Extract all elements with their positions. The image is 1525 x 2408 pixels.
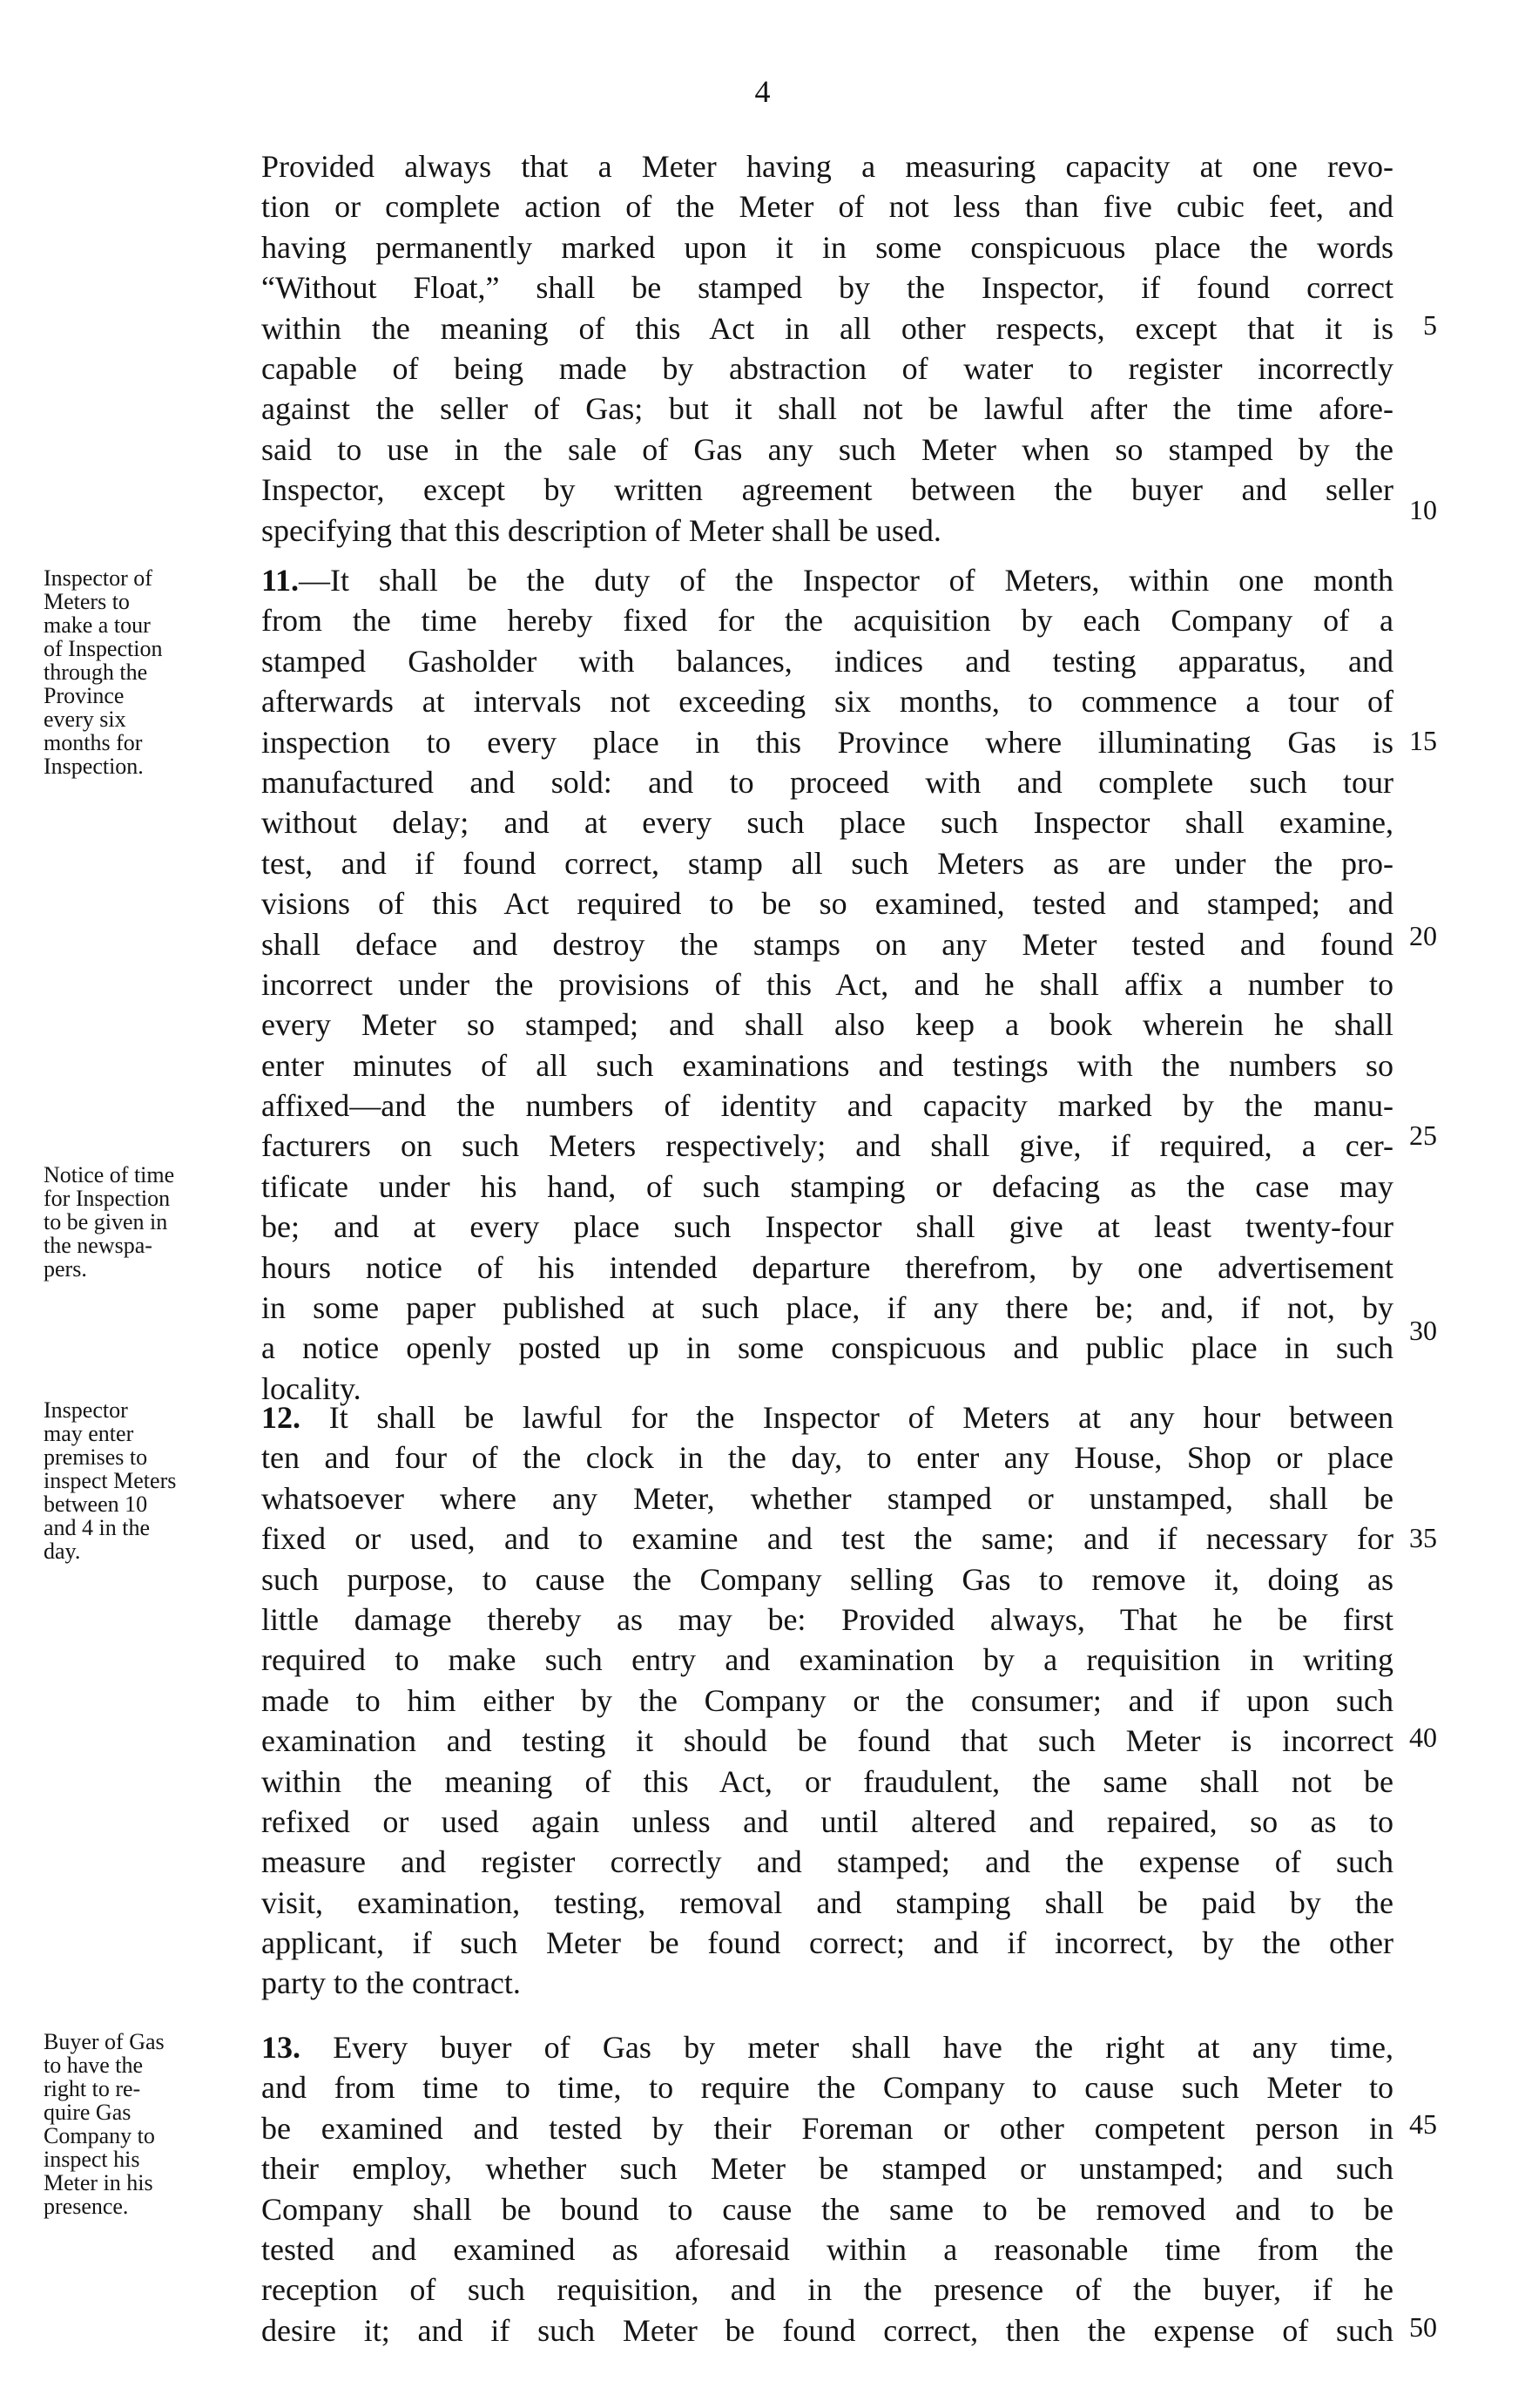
text-line: tificate under his hand, of such stamping or defacing as the case may (261, 1168, 1393, 1204)
text-line: be examined and tested by their Foreman or other competent person in (261, 2110, 1393, 2146)
text-line (261, 1397, 1393, 1437)
line-number: 10 (1409, 494, 1437, 525)
margin-note-line: inspect his (44, 2147, 140, 2172)
text-line: manufactured and sold: and to proceed with and complete such tour (261, 764, 1393, 800)
text-line: “Without Float,” shall be stamped by the Inspector, if found correct (261, 270, 1393, 306)
text-line: within the meaning of this Act in all other respects, except that it is (261, 310, 1393, 346)
text-line: stamped Gasholder with balances, indices and testing apparatus, and (261, 643, 1393, 679)
line-number: 40 (1409, 1721, 1437, 1753)
text-line (261, 2027, 1393, 2067)
margin-note-line: pers. (44, 1256, 87, 1282)
margin-note-line: to be given in (44, 1209, 168, 1234)
margin-note-line: for Inspection (44, 1186, 171, 1211)
text-line: hours notice of his intended departure therefrom, by one advertisement (261, 1249, 1393, 1285)
text-line: affixed—and the numbers of identity and capacity marked by the manu- (261, 1088, 1393, 1124)
margin-note-line: Buyer of Gas (44, 2029, 165, 2054)
margin-note-line: presence. (44, 2194, 129, 2219)
text-line: Inspector, except by written agreement between the buyer and seller (261, 472, 1393, 508)
text-line: Provided always that a Meter having a measuring capacity at one revo- (261, 149, 1393, 184)
text-line: locality. (261, 1370, 361, 1406)
text-line: facturers on such Meters respectively; and shall give, if required, a cer- (261, 1128, 1393, 1164)
margin-note-line: every six (44, 707, 126, 732)
line-number: 35 (1409, 1522, 1437, 1553)
text-line: from the time hereby fixed for the acquisition by each Company of a (261, 603, 1393, 639)
margin-note-line: right to re- (44, 2076, 141, 2101)
text-line: their employ, whether such Meter be stamped or unstamped; and such (261, 2151, 1393, 2187)
margin-note-line: of Inspection (44, 636, 163, 661)
margin-note-line: the newspa- (44, 1233, 152, 1258)
text-line: little damage thereby as may be: Provided always, That he be first (261, 1601, 1393, 1637)
margin-note-line: Meters to (44, 589, 130, 614)
margin-note-line: between 10 (44, 1491, 148, 1517)
text-line: every Meter so stamped; and shall also keep a book wherein he shall (261, 1007, 1393, 1043)
text-line: capable of being made by abstraction of water to register incorrectly (261, 350, 1393, 386)
text-line: test, and if found correct, stamp all such Meters as are under the pro- (261, 845, 1393, 881)
text-line: a notice openly posted up in some conspicuous and public place in such (261, 1330, 1393, 1366)
text-line: reception of such requisition, and in the presence of the buyer, if he (261, 2272, 1393, 2308)
text-line: fixed or used, and to examine and test the same; and if necessary for (261, 1521, 1393, 1557)
margin-note-line: quire Gas (44, 2100, 132, 2125)
text-line: inspection to every place in this Province where illuminating Gas is (261, 724, 1393, 760)
text-line-body: —It shall be the duty of the Inspector of Meters, within one month (299, 563, 1393, 598)
text-line: specifying that this description of Meter shall be used. (261, 512, 941, 548)
page-number: 4 (754, 74, 771, 109)
line-number: 15 (1409, 725, 1437, 756)
text-line: having permanently marked upon it in some conspicuous place the words (261, 229, 1393, 265)
margin-note-line: day. (44, 1539, 81, 1564)
margin-note-line: Province (44, 683, 125, 708)
text-line: applicant, if such Meter be found correct; and if incorrect, by the other (261, 1925, 1393, 1961)
text-line: party to the contract. (261, 1965, 521, 2001)
margin-note-line: Inspection. (44, 754, 144, 779)
margin-note-line: and 4 in the (44, 1515, 151, 1540)
margin-note-line: premises to (44, 1444, 148, 1470)
text-line: in some paper published at such place, if any there be; and, if not, by (261, 1290, 1393, 1326)
margin-note-inspection-tour (44, 566, 253, 778)
text-line-body: Every buyer of Gas by meter shall have the right at any time, (300, 2030, 1393, 2065)
text-line: Company shall be bound to cause the same to be removed and to be (261, 2191, 1393, 2227)
margin-note-enter-premises (44, 1398, 253, 1563)
text-line: within the meaning of this Act, or fraudulent, the same shall not be (261, 1763, 1393, 1799)
margin-note-notice (44, 1163, 253, 1281)
text-line: shall deface and destroy the stamps on any Meter tested and found (261, 926, 1393, 962)
section-number: 13. (261, 2030, 300, 2065)
text-line: afterwards at intervals not exceeding six months, to commence a tour of (261, 684, 1393, 720)
text-line: visions of this Act required to be so examined, tested and stamped; and (261, 886, 1393, 922)
text-line: enter minutes of all such examinations and testings with the numbers so (261, 1047, 1393, 1083)
margin-note-line: months for (44, 730, 143, 755)
margin-note-line: through the (44, 659, 148, 685)
text-line: tested and examined as aforesaid within a reasonable time from the (261, 2231, 1393, 2267)
section-number: 11. (261, 563, 300, 598)
margin-note-line: Inspector (44, 1397, 128, 1423)
margin-note-line: inspect Meters (44, 1468, 177, 1493)
margin-note-line: to have the (44, 2053, 144, 2078)
text-line: refixed or used again unless and until altered and repaired, so as to (261, 1803, 1393, 1839)
text-line: examination and testing it should be found that such Meter is incorrect (261, 1723, 1393, 1759)
text-line: whatsoever where any Meter, whether stamped or unstamped, shall be (261, 1480, 1393, 1516)
margin-note-line: Inspector of (44, 565, 152, 591)
margin-note-line: Company to (44, 2123, 155, 2148)
line-number: 30 (1409, 1315, 1437, 1346)
text-line: against the seller of Gas; but it shall not be lawful after the time afore- (261, 391, 1393, 427)
text-line: be; and at every place such Inspector shall give at least twenty-four (261, 1209, 1393, 1245)
text-line: and from time to time, to require the Company to cause such Meter to (261, 2070, 1393, 2106)
text-line: required to make such entry and examination by a requisition in writing (261, 1642, 1393, 1678)
text-line (261, 560, 1393, 600)
section-number: 12. (261, 1400, 300, 1435)
line-number: 5 (1423, 309, 1437, 341)
margin-note-buyer-rights (44, 2030, 253, 2218)
margin-note-line: Meter in his (44, 2170, 153, 2195)
text-line: ten and four of the clock in the day, to enter any House, Shop or place (261, 1440, 1393, 1476)
text-line: such purpose, to cause the Company selling Gas to remove it, doing as (261, 1561, 1393, 1597)
line-number: 20 (1409, 920, 1437, 951)
text-line: desire it; and if such Meter be found correct, then the expense of such (261, 2312, 1393, 2348)
line-number: 45 (1409, 2108, 1437, 2140)
margin-note-line: Notice of time (44, 1162, 175, 1187)
text-line: without delay; and at every such place such Inspector shall examine, (261, 805, 1393, 841)
margin-note-line: may enter (44, 1421, 134, 1446)
line-number: 50 (1409, 2311, 1437, 2343)
line-number: 25 (1409, 1119, 1437, 1151)
text-line-body: It shall be lawful for the Inspector of Meters at any hour between (300, 1400, 1393, 1435)
text-line: measure and register correctly and stamped; and the expense of such (261, 1844, 1393, 1880)
text-line: said to use in the sale of Gas any such Meter when so stamped by the (261, 431, 1393, 467)
text-line: made to him either by the Company or the consumer; and if upon such (261, 1682, 1393, 1718)
text-line: tion or complete action of the Meter of not less than five cubic feet, and (261, 189, 1393, 225)
margin-note-line: make a tour (44, 612, 151, 638)
text-line: visit, examination, testing, removal and stamping shall be paid by the (261, 1884, 1393, 1920)
text-line: incorrect under the provisions of this Act, and he shall affix a number to (261, 966, 1393, 1002)
